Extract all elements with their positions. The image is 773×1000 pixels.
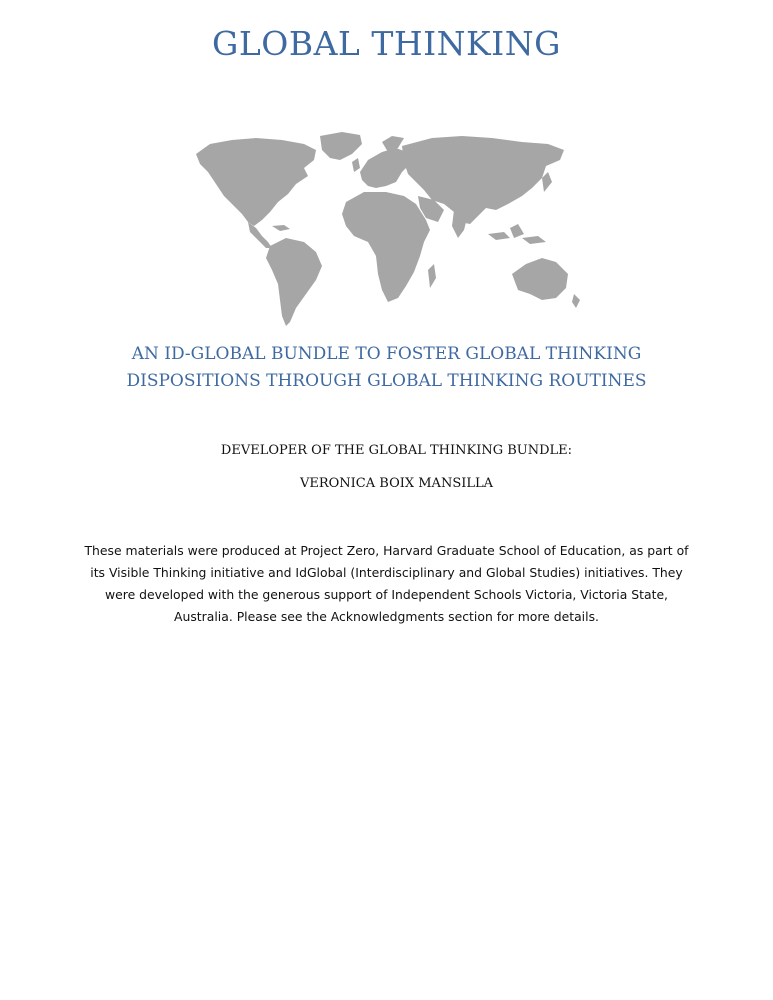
developer-label: DEVELOPER OF THE GLOBAL THINKING BUNDLE: — [220, 443, 573, 458]
paragraph-line: were developed with the generous support of Independent Schools Victoria, Victoria State, — [104, 587, 669, 602]
paragraph-line: Australia. Please see the Acknowledgments section for more details. — [174, 609, 599, 624]
paragraph-line: its Visible Thinking initiative and IdGlobal (Interdisciplinary and Global Studies) initiatives. They — [90, 565, 683, 580]
paragraph-line: These materials were produced at Project Zero, Harvard Graduate School of Education, as part of — [84, 543, 689, 558]
world-map-icon — [192, 130, 582, 330]
document-subtitle — [0, 341, 773, 395]
developer-name: VERONICA BOIX MANSILLA — [299, 476, 494, 491]
acknowledgment-paragraph — [82, 540, 691, 628]
document-title: GLOBAL THINKING — [212, 24, 561, 63]
subtitle-line: AN ID-GLOBAL BUNDLE TO FOSTER GLOBAL THINKING — [131, 344, 642, 364]
subtitle-line: DISPOSITIONS THROUGH GLOBAL THINKING ROUTINES — [126, 371, 647, 391]
